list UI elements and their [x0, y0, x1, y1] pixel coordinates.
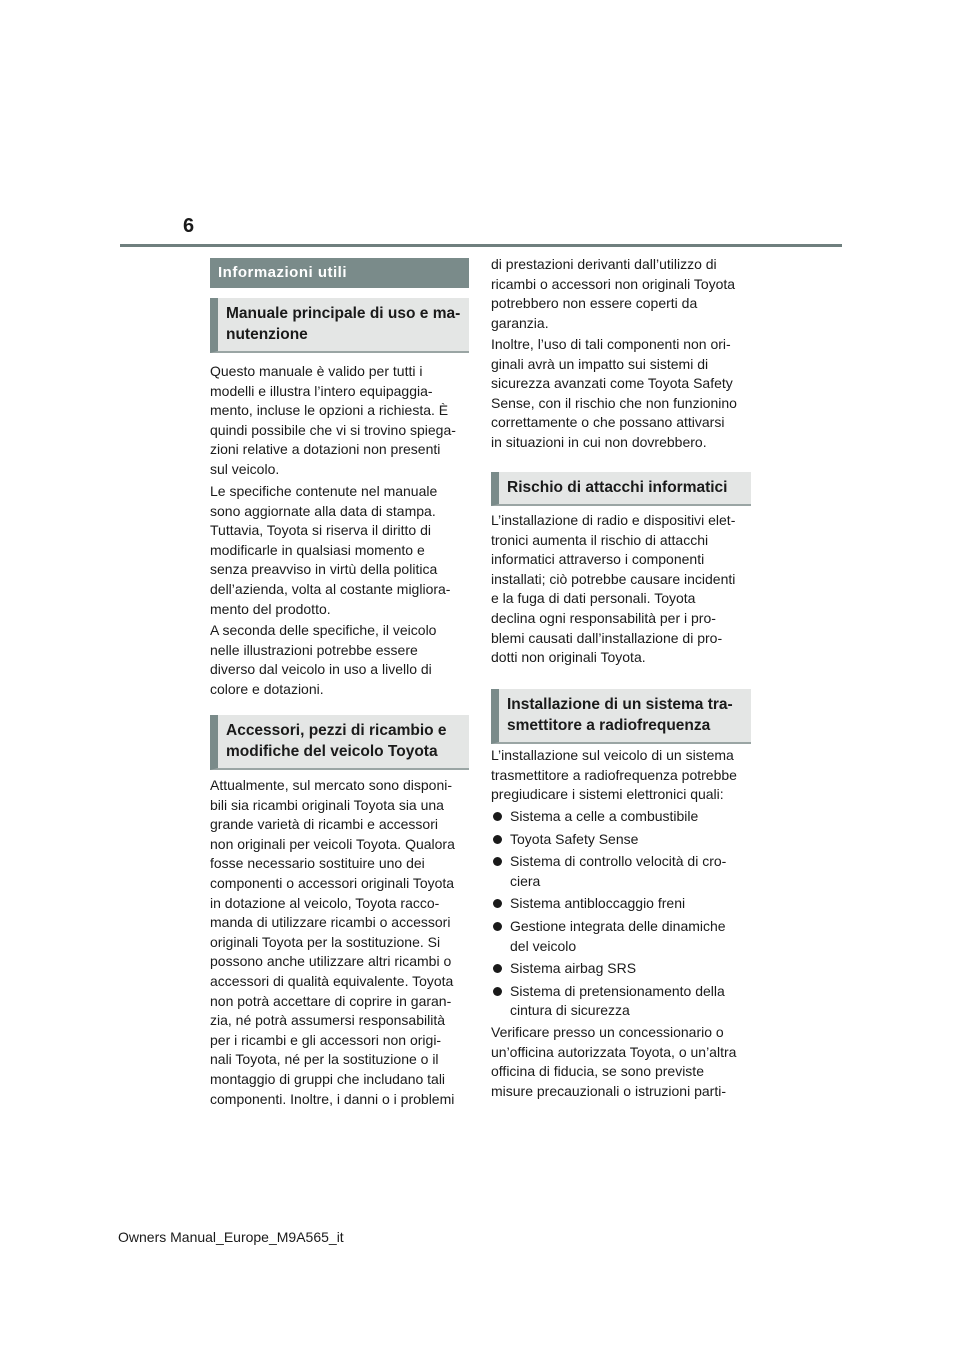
footer-document-id: Owners Manual_Europe_M9A565_it: [118, 1229, 344, 1245]
paragraph-manual-validity: Questo manuale è valido per tutti i modelli e illustra l’intero equipaggia- mento, incluse le opzioni a richiesta. È quindi possibile che vi si trovino spiega- zioni relative a dotazioni non presenti sul veicolo.: [210, 363, 456, 477]
list-item: Gestione integrata delle dinamiche del veicolo: [491, 917, 751, 956]
paragraph-illustrations: A seconda delle specifiche, il veicolo nelle illustrazioni potrebbe essere diverso dal veicolo in uso a livello di colore e dotazioni.: [210, 622, 437, 697]
paragraph-safety-impact: Inoltre, l’uso di tali componenti non ori- ginali avrà un impatto sui sistemi di sicurezza avanzati come Toyota Safety Sense, con il rischio che non funzionino correttamente o che possano attivarsi in situazioni in cui non dovrebbero.: [491, 336, 737, 450]
bullet-icon: [493, 812, 502, 821]
heading-accessories: Accessori, pezzi di ricambio e modifiche del veicolo Toyota: [210, 715, 469, 770]
list-item: Sistema a celle a combustibile: [491, 807, 751, 827]
list-item: Sistema antibloccaggio freni: [491, 894, 751, 914]
list-item: Sistema airbag SRS: [491, 959, 751, 979]
list-item: Toyota Safety Sense: [491, 830, 751, 850]
bullet-icon: [493, 964, 502, 973]
paragraph-cyber-attacks: L’installazione di radio e dispositivi elet- tronici aumenta il rischio di attacchi informatici attraverso i componenti installati; ciò potrebbe causare incidenti e la fuga di dati personali. Toyota declina ogni responsabilità per i pro- blemi causati dall’installazione di pro- dotti non originali Toyota.: [491, 512, 736, 666]
bullet-icon: [493, 922, 502, 931]
page-number: 6: [183, 215, 195, 237]
header-rule: [120, 244, 842, 247]
affected-systems-list: [491, 807, 751, 1024]
section-title: Informazioni utili: [210, 258, 469, 288]
bullet-icon: [493, 857, 502, 866]
bullet-icon: [493, 899, 502, 908]
paragraph-accessories: Attualmente, sul mercato sono disponi- bili sia ricambi originali Toyota sia una grande varietà di ricambi e accessori non originali per veicoli Toyota. Qualora fosse necessario sostituire uno dei componenti o accessori originali Toyota in dotazione al veicolo, Toyota racco- manda di utilizzare ricambi o accessori originali Toyota per la sostituzione. Si possono anche utilizzare altri ricambi o accessori di qualità equivalente. Toyota non potrà accettare di coprire in garan- zia, né potrà assumersi responsabilità per i ricambi e gli accessori non origi- nali Toyota, né per la sostituzione o il montaggio di gruppi che includano tali componenti. Inoltre, i danni o i problemi: [210, 777, 455, 1107]
paragraph-dealer-check: Verificare presso un concessionario o un’officina autorizzata Toyota, o un’altra officina di fiducia, se sono previste misure precauzionali o istruzioni parti-: [491, 1024, 737, 1099]
paragraph-rf-transmitter: L’installazione sul veicolo di un sistema trasmettitore a radiofrequenza potrebbe pregiudicare i sistemi elettronici quali:: [491, 747, 737, 803]
list-item: Sistema di pretensionamento della cintura di sicurezza: [491, 982, 751, 1021]
heading-rf-transmitter: Installazione di un sistema tra- smettitore a radiofrequenza: [491, 689, 751, 744]
paragraph-performance: di prestazioni derivanti dall’utilizzo di ricambi o accessori non originali Toyota potrebbero non essere coperti da garanzia.: [491, 256, 736, 331]
heading-main-manual: Manuale principale di uso e ma- nutenzione: [210, 298, 469, 353]
heading-cyber-attacks: Rischio di attacchi informatici: [491, 472, 751, 506]
paragraph-specifications: Le specifiche contenute nel manuale sono aggiornate alla data di stampa. Tuttavia, Toyota si riserva il diritto di modificarle in qualsiasi momento e senza preavviso in virtù della politica dell’azienda, volta al costante migliora- mento del prodotto.: [210, 483, 451, 617]
list-item: Sistema di controllo velocità di cro- ciera: [491, 852, 751, 891]
bullet-icon: [493, 835, 502, 844]
bullet-icon: [493, 987, 502, 996]
